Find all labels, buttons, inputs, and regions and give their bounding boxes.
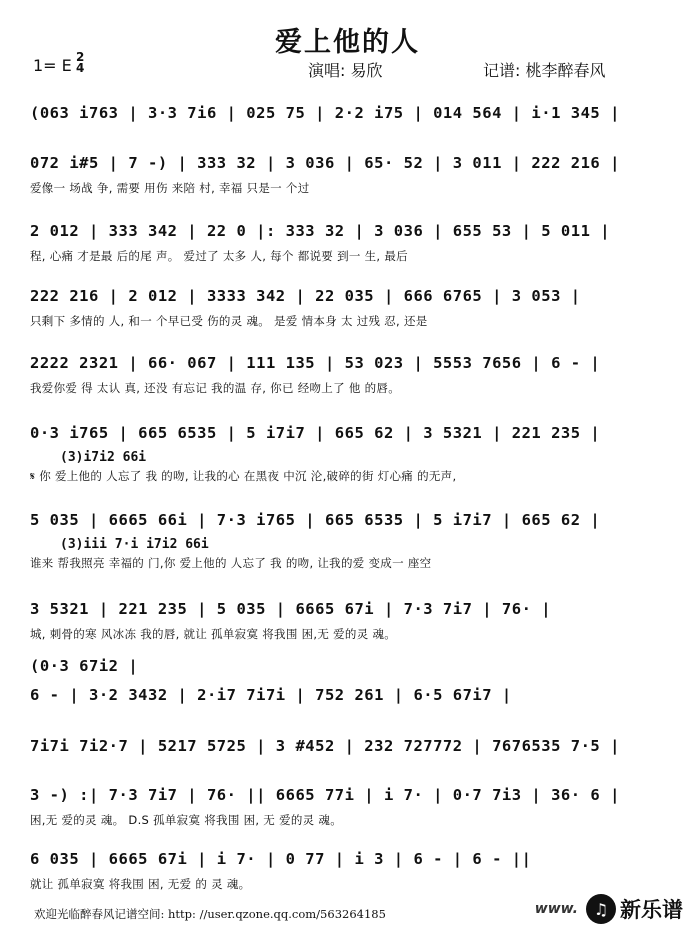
notes-line: (063 i763 | 3·3 7i6 | 025 75 | 2·2 i75 | 014 564 | i·1 345 | [30, 104, 620, 122]
notes-line: 222 216 | 2 012 | 3333 342 | 22 035 | 666 6765 | 3 053 | [30, 287, 581, 305]
time-signature [76, 52, 84, 74]
notes-line: 2 012 | 333 342 | 22 0 |: 333 32 | 3 036 | 655 53 | 5 011 | [30, 222, 611, 240]
notes-line: 3 5321 | 221 235 | 5 035 | 6665 67i | 7·3 7i7 | 76· | [30, 600, 552, 618]
key-signature: 1= E [33, 56, 72, 75]
score-row-2 [30, 154, 666, 198]
logo-www: www. [534, 901, 578, 917]
score-row-6 [30, 424, 666, 486]
notes-line: (0·3 67i2 | [30, 657, 139, 675]
score-row-3 [30, 222, 666, 266]
site-logo[interactable] [535, 894, 683, 924]
notes-line: 6 - | 3·2 3432 | 2·i7 7i7i | 752 261 | 6·5 67i7 | [30, 686, 512, 704]
lyrics-line: 只剩下 多情的 人, 和一 个早已受 伤的灵 魂。 是爱 情本身 太 过残 忍, 还是 [30, 314, 428, 328]
score-row-13 [30, 850, 666, 894]
score-row-8 [30, 600, 666, 644]
score-row-5 [30, 354, 666, 398]
lyrics-line: 城, 刺骨的寒 风冰冻 我的唇, 就让 孤单寂寞 将我围 困,无 爱的灵 魂。 [30, 627, 397, 641]
music-disc-icon: ♫ [586, 894, 616, 924]
singer-credit: 演唱: 易欣 [308, 61, 383, 80]
score-row-11 [30, 737, 666, 763]
notes-line: 3 -) :| 7·3 7i7 | 76· || 6665 77i | i 7· | 0·7 7i3 | 36· 6 | [30, 786, 620, 804]
meter-top: 2 [76, 50, 85, 64]
lyrics-line: 就让 孤单寂寞 将我围 困, 无爱 的 灵 魂。 [30, 877, 251, 891]
score-row-1 [30, 104, 666, 130]
score-row-9 [30, 657, 666, 683]
score-row-7 [30, 511, 666, 573]
notes-line: 5 035 | 6665 66i | 7·3 i765 | 665 6535 | 5 i7i7 | 665 62 | [30, 511, 601, 529]
score-row-10 [30, 686, 666, 712]
lyrics-line: 程, 心痛 才是最 后的尾 声。 爱过了 太多 人, 每个 都说要 到一 生, 最后 [30, 249, 408, 263]
notes-line: 072 i#5 | 7 -) | 333 32 | 3 036 | 65· 52 | 3 011 | 222 216 | [30, 154, 620, 172]
footer-credit: 欢迎光临醉春风记谱空间: http: //user.qzone.qq.com/563264185 [34, 907, 386, 921]
grace-notes-line: (3)iii 7·i i7i2 66i [60, 537, 209, 552]
lyrics-line: 困,无 爱的灵 魂。 D.S 孤单寂寞 将我围 困, 无 爱的灵 魂。 [30, 813, 343, 827]
score-row-12 [30, 786, 666, 830]
lyrics-line: 谁来 帮我照亮 幸福的 门,你 爱上他的 人忘了 我 的吻, 让我的爱 变成一 座空 [30, 556, 432, 570]
lyrics-line: 爱像一 场战 争, 需要 用伤 来陪 村, 幸福 只是一 个过 [30, 181, 310, 195]
score-row-4 [30, 287, 666, 331]
page-title: 爱上他的人 [275, 27, 420, 58]
logo-text: 新乐谱 [620, 898, 683, 922]
lyrics-line: 𝄋 你 爱上他的 人忘了 我 的吻, 让我的心 在黑夜 中沉 沦,破碎的街 灯心痛 的无声, [30, 469, 457, 483]
lyrics-line: 我爱你爱 得 太认 真, 还没 有忘记 我的温 存, 你已 经吻上了 他 的唇。 [30, 381, 401, 395]
notes-line: 6 035 | 6665 67i | i 7· | 0 77 | i 3 | 6 - | 6 - || [30, 850, 532, 868]
transcriber-credit: 记谱: 桃李醉春风 [483, 61, 606, 80]
notes-line: 7i7i 7i2·7 | 5217 5725 | 3 #452 | 232 727772 | 7676535 7·5 | [30, 737, 620, 755]
notes-line: 2222 2321 | 66· 067 | 111 135 | 53 023 | 5553 7656 | 6 - | [30, 354, 601, 372]
grace-notes-line: (3)i7i2 66i [60, 450, 147, 465]
notes-line: 0·3 i765 | 665 6535 | 5 i7i7 | 665 62 | 3 5321 | 221 235 | [30, 424, 601, 442]
meter-bottom: 4 [76, 61, 85, 75]
